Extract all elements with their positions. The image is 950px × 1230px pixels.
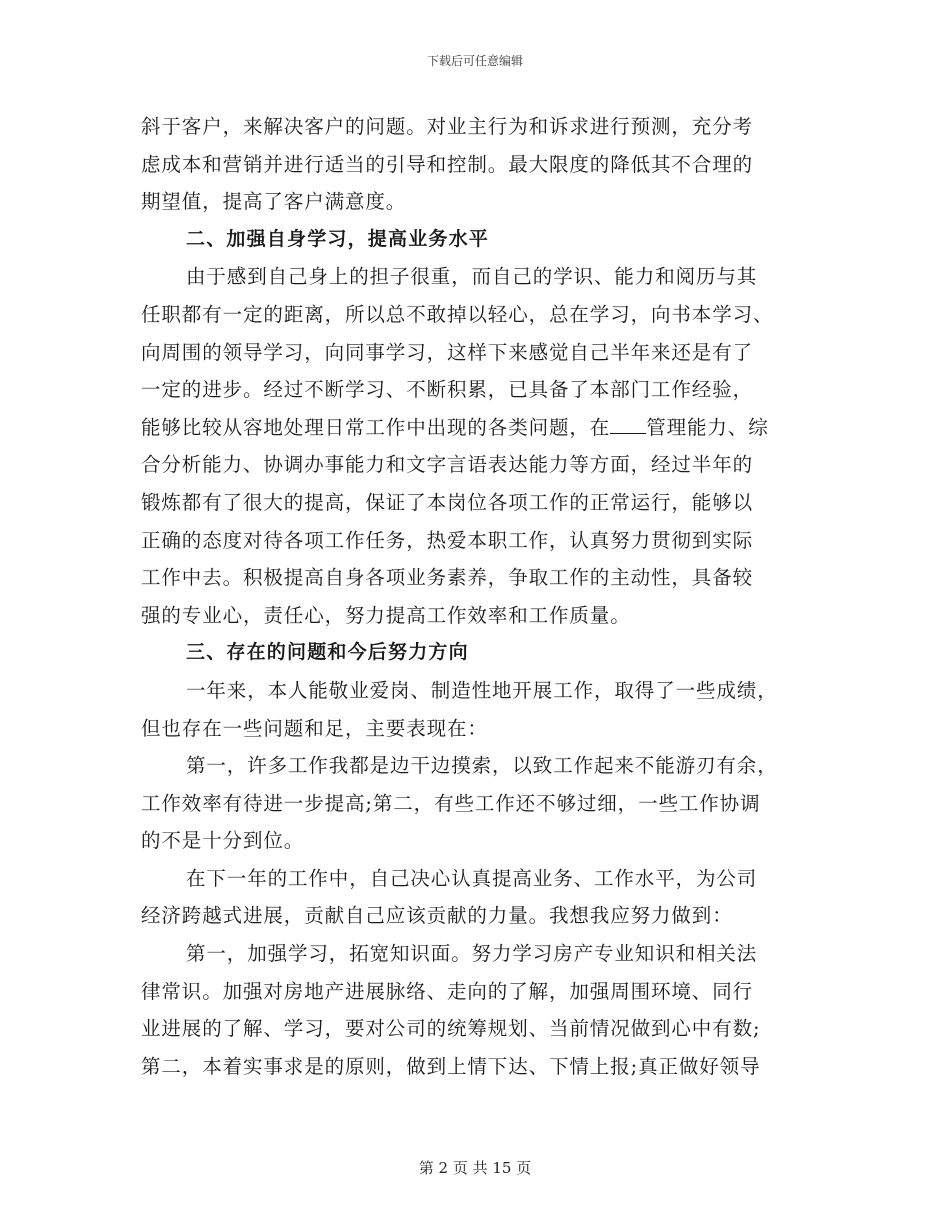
body-text: 能够比较从容地处理日常工作中出现的各类问题，在 xyxy=(141,415,611,439)
body-line: 一年来，本人能敬业爱岗、制造性地开展工作，取得了一些成绩， xyxy=(186,678,778,702)
body-line: 合分析能力、协调办事能力和文字言语表达能力等方面，经过半年的 xyxy=(141,453,754,477)
body-line: 斜于客户，来解决客户的问题。对业主行为和诉求进行预测，充分考 xyxy=(141,115,754,138)
body-line: 第一，加强学习，拓宽知识面。努力学习房产专业知识和相关法 xyxy=(186,942,758,966)
body-line: 虑成本和营销并进行适当的引导和控制。最大限度的降低其不合理的 xyxy=(141,152,754,176)
body-line-with-blank xyxy=(141,409,807,447)
body-line: 律常识。加强对房地产进展脉络、走向的了解，加强周围环境、同行 xyxy=(141,979,754,1003)
body-line: 向周围的领导学习，向同事学习，这样下来感觉自己半年来还是有了 xyxy=(141,340,754,364)
body-line: 在下一年的工作中，自己决心认真提高业务、工作水平，为公司 xyxy=(186,866,758,890)
header-note: 下载后可任意编辑 xyxy=(426,54,523,68)
document-body xyxy=(141,108,807,1085)
section-heading-2: 二、加强自身学习，提高业务水平 xyxy=(186,227,490,250)
body-line: 一定的进步。经过不断学习、不断积累，已具备了本部门工作经验， xyxy=(141,378,754,402)
body-line: 期望值，提高了客户满意度。 xyxy=(141,190,407,214)
section-heading-3: 三、存在的问题和今后努力方向 xyxy=(186,641,469,664)
body-line: 但也存在一些问题和足，主要表现在： xyxy=(141,716,488,740)
body-line: 业进展的了解、学习，要对公司的统筹规划、当前情况做到心中有数; xyxy=(141,1017,761,1041)
body-line: 工作效率有待进一步提高;第二，有些工作还不够过细，一些工作协调 xyxy=(141,791,761,815)
body-line: 的不是十分到位。 xyxy=(141,829,305,853)
body-line: 第二，本着实事求是的原则，做到上情下达、下情上报;真正做好领导 xyxy=(141,1054,761,1078)
body-line: 正确的态度对待各项工作任务，热爱本职工作，认真努力贯彻到实际 xyxy=(141,528,754,552)
body-line: 强的专业心，责任心，努力提高工作效率和工作质量。 xyxy=(141,603,631,627)
body-line: 任职都有一定的距离，所以总不敢掉以轻心，总在学习，向书本学习、 xyxy=(141,302,774,326)
body-line: 由于感到自己身上的担子很重，而自己的学识、能力和阅历与其 xyxy=(186,265,758,289)
body-text: 管理能力、综 xyxy=(646,415,769,439)
fill-in-blank xyxy=(610,413,646,434)
body-line: 工作中去。积极提高自身各项业务素养，争取工作的主动性，具备较 xyxy=(141,566,754,590)
body-line: 锻炼都有了很大的提高，保证了本岗位各项工作的正常运行，能够以 xyxy=(141,490,754,514)
body-line: 经济跨越式进展，贡献自己应该贡献的力量。我想我应努力做到： xyxy=(141,904,733,928)
page-number: 第 2 页 共 15 页 xyxy=(418,1159,532,1177)
body-line: 第一，许多工作我都是边干边摸索，以致工作起来不能游刃有余， xyxy=(186,754,778,778)
